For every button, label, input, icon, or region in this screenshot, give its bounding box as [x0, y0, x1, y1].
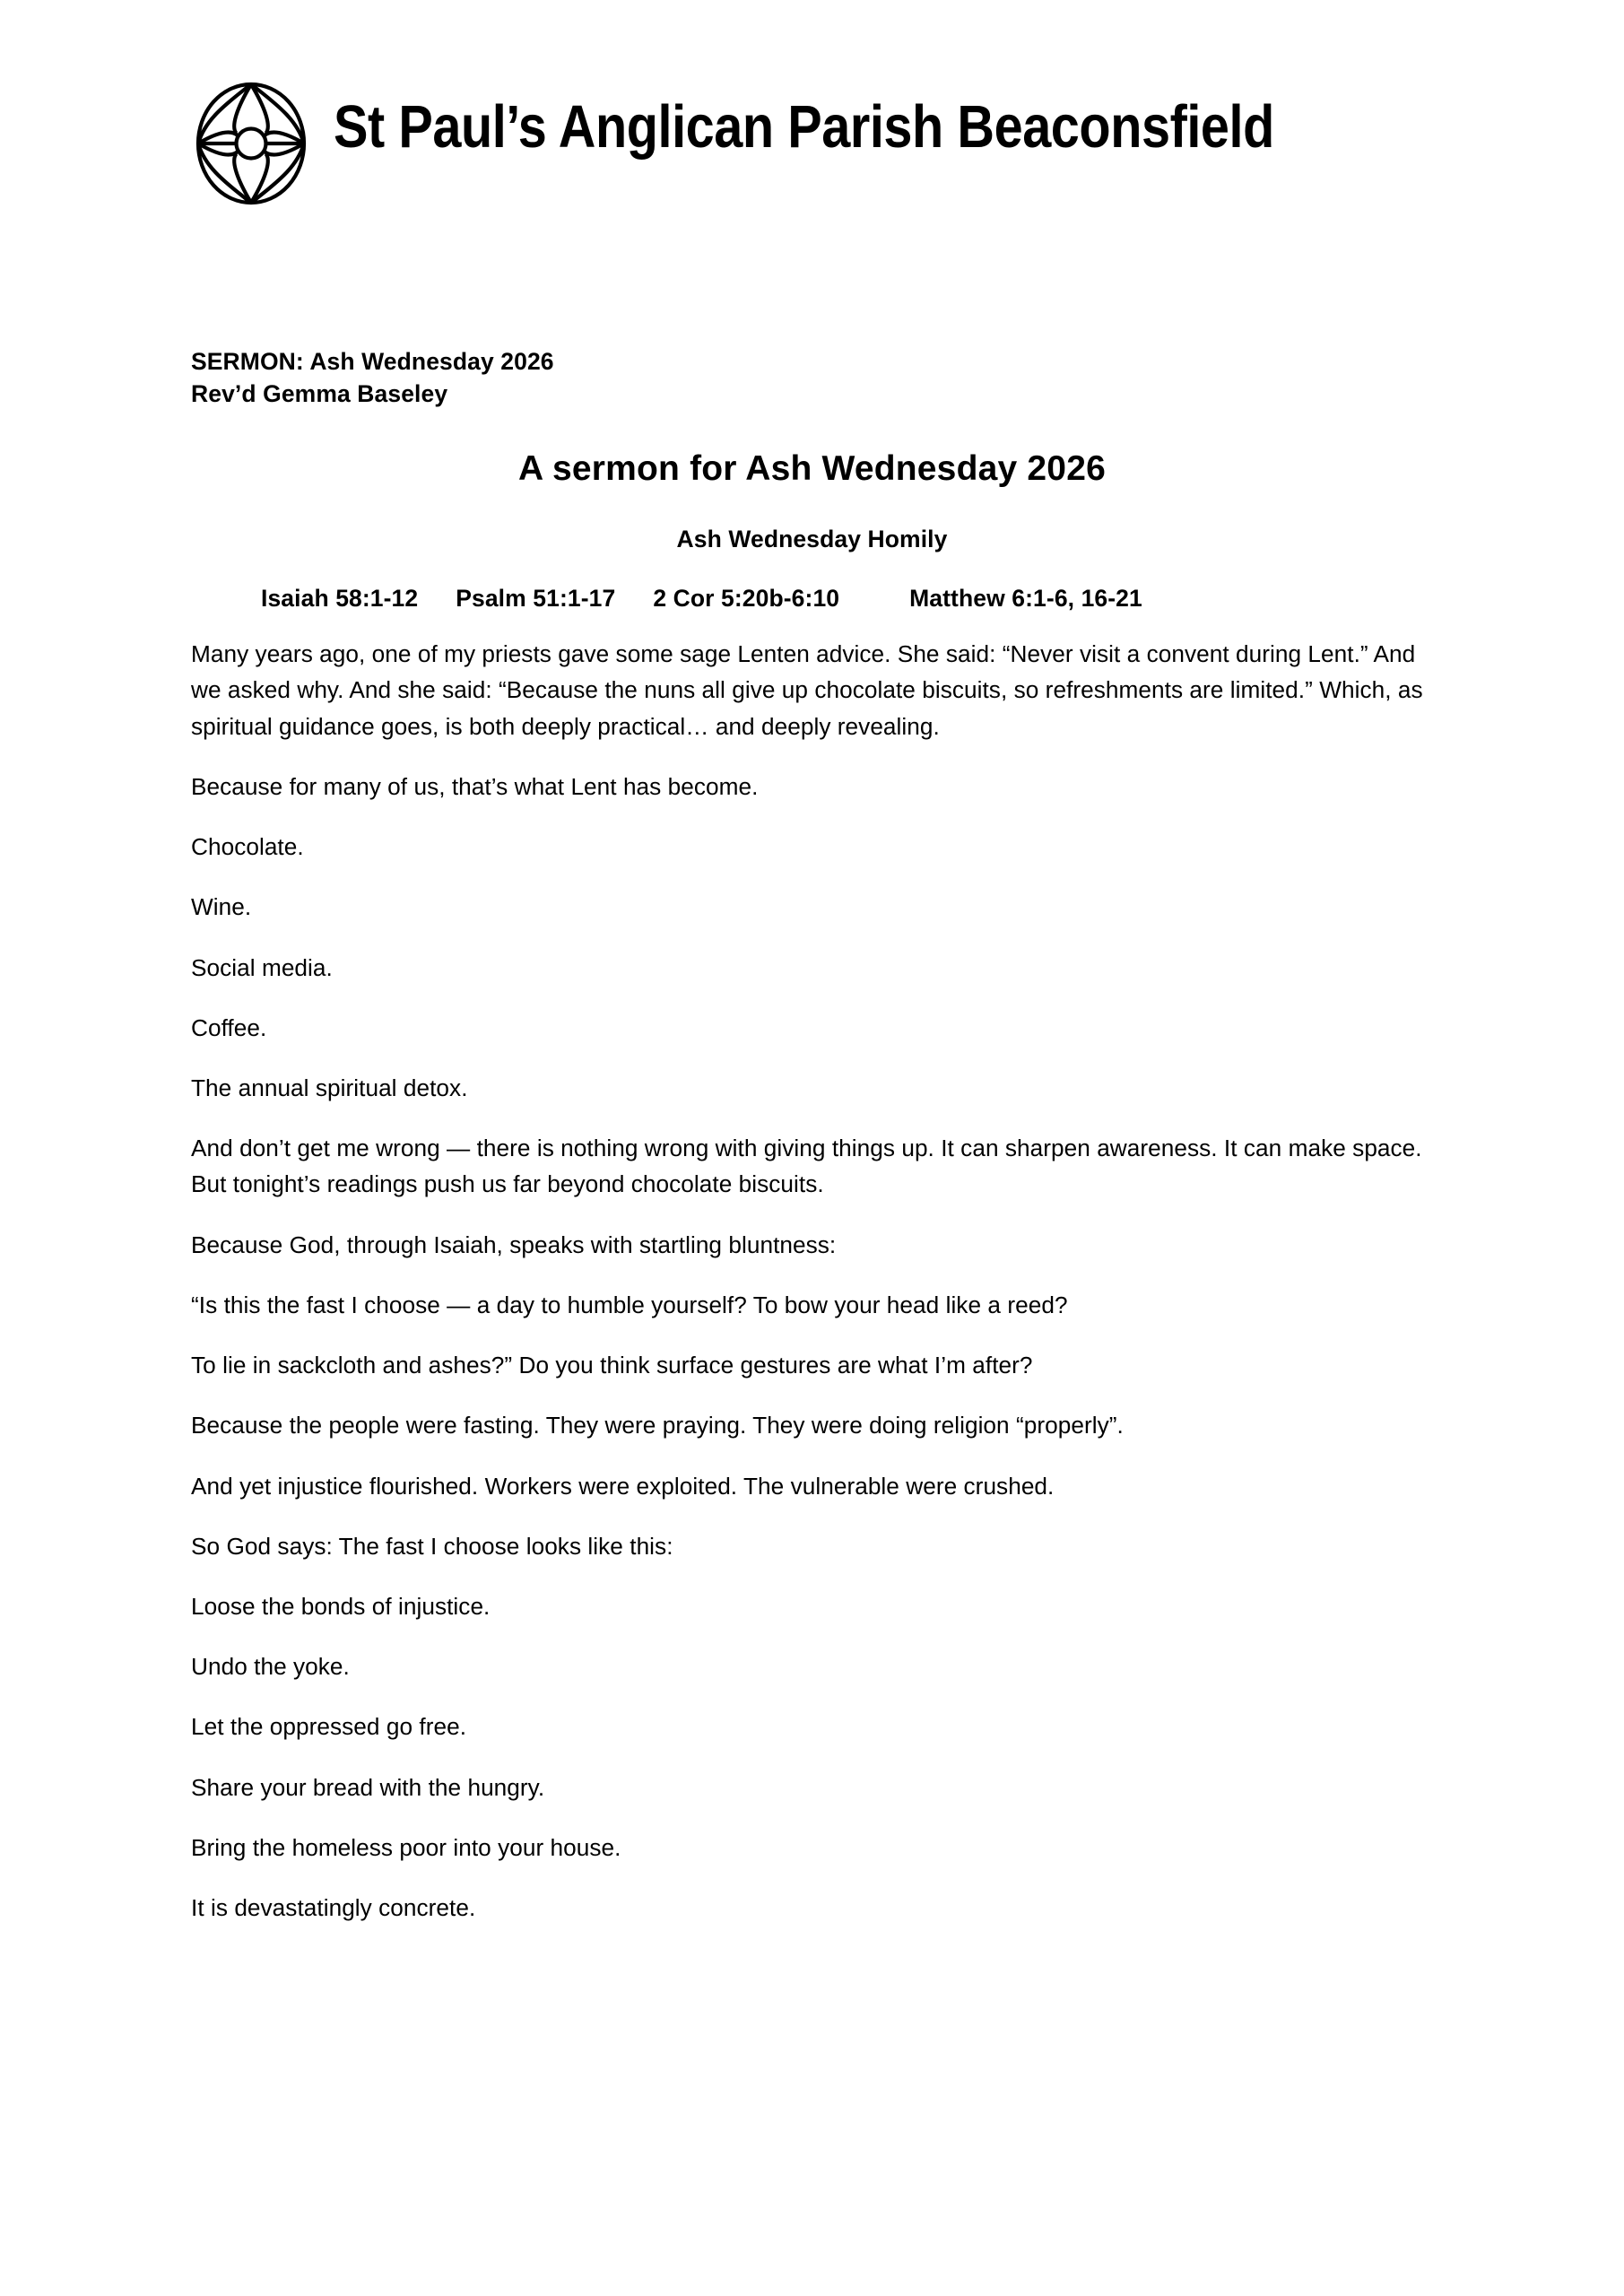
sermon-paragraph: Because the people were fasting. They were praying. They were doing religion “properly”.	[191, 1412, 1124, 1439]
sermon-paragraph: Let the oppressed go free.	[191, 1713, 467, 1741]
reading-reference: Matthew 6:1-6, 16-21	[909, 585, 1142, 613]
sermon-paragraph: And don’t get me wrong — there is nothing wrong with giving things up. It can sharpen awareness. It can make space. But tonight’s readings push us far beyond chocolate biscuits.	[191, 1135, 1422, 1198]
sermon-paragraph: Because God, through Isaiah, speaks with startling bluntness:	[191, 1231, 837, 1258]
sermon-paragraph: “Is this the fast I choose — a day to humble yourself? To bow your head like a reed?	[191, 1291, 1068, 1318]
sermon-paragraph: Coffee.	[191, 1013, 267, 1041]
sermon-paragraph: Chocolate.	[191, 833, 304, 861]
sermon-paragraph: And yet injustice flourished. Workers were exploited. The vulnerable were crushed.	[191, 1472, 1055, 1500]
sermon-subtitle: Ash Wednesday Homily	[676, 525, 948, 552]
letterhead-header	[0, 0, 1624, 233]
sermon-paragraph: Undo the yoke.	[191, 1653, 350, 1681]
sermon-paragraph: Social media.	[191, 953, 333, 981]
reading-reference: 2 Cor 5:20b-6:10	[653, 585, 840, 613]
sermon-paragraph: Loose the bonds of injustice.	[191, 1592, 491, 1620]
sermon-paragraph: Bring the homeless poor into your house.	[191, 1833, 621, 1861]
sermon-body	[191, 345, 1433, 1949]
sermon-paragraph: The annual spiritual detox.	[191, 1074, 468, 1101]
scripture-readings-line	[191, 585, 1433, 613]
sermon-title: A sermon for Ash Wednesday 2026	[518, 449, 1106, 489]
reading-reference: Isaiah 58:1-12	[261, 585, 419, 613]
sermon-paragraph: To lie in sackcloth and ashes?” Do you think surface gestures are what I’m after?	[191, 1352, 1033, 1379]
sermon-paragraph: Because for many of us, that’s what Lent has become.	[191, 772, 759, 800]
sermon-label: SERMON: Ash Wednesday 2026	[191, 348, 554, 375]
sermon-paragraph: Wine.	[191, 893, 252, 921]
sermon-paragraph: So God says: The fast I choose looks like this:	[191, 1532, 673, 1560]
sermon-paragraph: Share your bread with the hungry.	[191, 1773, 545, 1801]
sermon-paragraph: It is devastatingly concrete.	[191, 1894, 476, 1922]
reading-reference: Psalm 51:1-17	[456, 585, 616, 613]
preacher-name: Rev’d Gemma Baseley	[191, 380, 448, 408]
sermon-paragraph: Many years ago, one of my priests gave some sage Lenten advice. She said: “Never visit a convent during Lent.” And we asked why. And she said: “Because the nuns all give up chocolate biscuits, so refreshments are limited.” Which, as spiritual guidance goes, is both deeply practical… and deeply revealing.	[191, 640, 1423, 740]
celtic-cross-roundel-logo-icon	[194, 81, 308, 206]
parish-name-title: St Paul’s Anglican Parish Beaconsfield	[334, 93, 1274, 161]
